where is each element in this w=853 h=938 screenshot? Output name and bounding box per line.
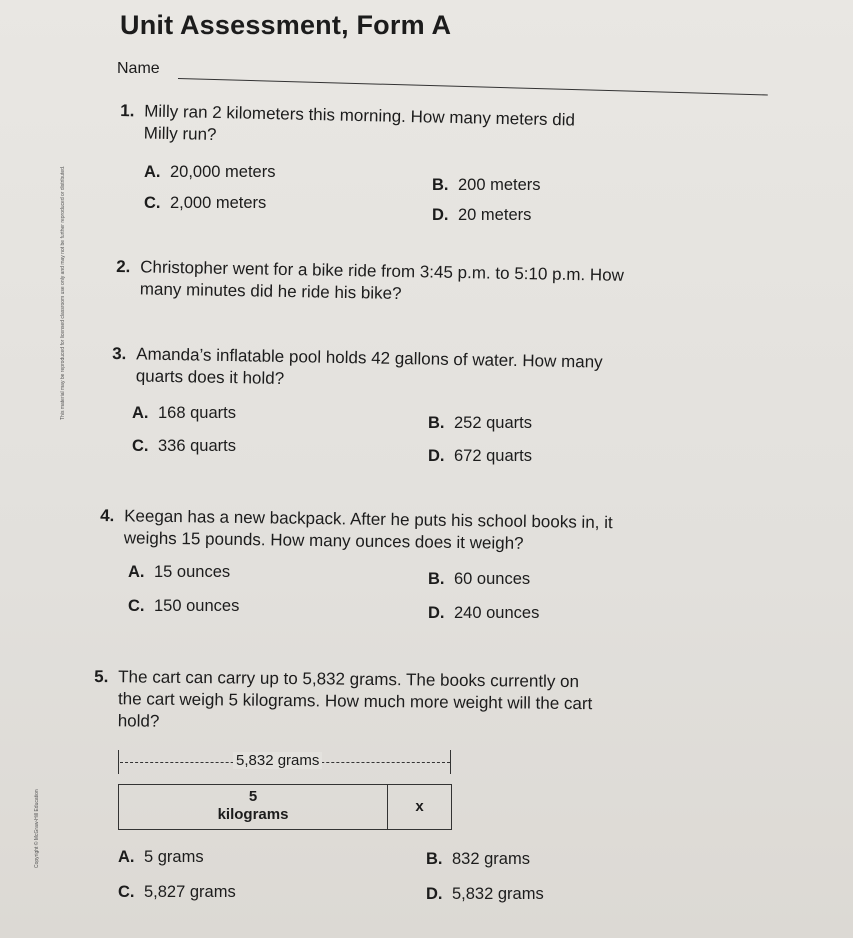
copyright-note-top: This material may be reproduced for licensed classroom use only and may not be further reproduced or distributed. <box>60 165 66 420</box>
option-5b[interactable]: B. 832 grams <box>426 850 530 868</box>
option-1a[interactable]: A. 20,000 meters <box>144 163 276 181</box>
option-3c[interactable]: C. 336 quarts <box>132 437 236 455</box>
question-number: 3. <box>112 344 127 364</box>
bracket-left-tick <box>118 750 119 774</box>
question-3 <box>112 343 603 396</box>
question-5 <box>94 666 593 737</box>
option-1b[interactable]: B. 200 meters <box>432 176 541 194</box>
name-label: Name <box>117 60 160 77</box>
option-1c[interactable]: C. 2,000 meters <box>144 194 267 212</box>
question-number: 1. <box>120 101 135 121</box>
option-4a[interactable]: A. 15 ounces <box>128 563 231 581</box>
question-number: 5. <box>94 667 109 687</box>
total-label: 5,832 grams <box>233 752 322 769</box>
page-title: Unit Assessment, Form A <box>120 10 452 40</box>
question-text: The cart can carry up to 5,832 grams. The books currently on <box>118 667 580 692</box>
question-number: 4. <box>100 506 115 526</box>
question-number: 2. <box>116 257 131 277</box>
question-text: Amanda’s inflatable pool holds 42 gallons of water. How many <box>136 344 603 372</box>
option-3d[interactable]: D. 672 quarts <box>428 447 532 465</box>
bar-diagram <box>118 784 452 830</box>
bar-unknown-part: x <box>415 798 424 815</box>
question-text: Keegan has a new backpack. After he puts his school books in, it <box>124 506 613 533</box>
option-4d[interactable]: D. 240 ounces <box>428 604 540 622</box>
question-text: Milly run? <box>143 123 217 145</box>
bracket-right-tick <box>450 750 451 774</box>
question-text: Christopher went for a bike ride from 3:45 p.m. to 5:10 p.m. How <box>140 257 625 285</box>
option-5a[interactable]: A. 5 grams <box>118 848 204 866</box>
question-text: the cart weigh 5 kilograms. How much more weight will the cart <box>117 689 593 714</box>
question-text: many minutes did he ride his bike? <box>139 279 402 303</box>
option-3b[interactable]: B. 252 quarts <box>428 414 532 432</box>
copyright-note-bottom: Copyright © McGraw-Hill Education <box>34 789 40 868</box>
option-1d[interactable]: D. 20 meters <box>432 206 532 224</box>
question-text: Milly ran 2 kilometers this morning. How many meters did <box>144 101 576 130</box>
bar-known-part: 5 kilograms <box>119 785 388 829</box>
question-4 <box>100 505 613 556</box>
question-text: quarts does it hold? <box>135 366 285 389</box>
option-5d[interactable]: D. 5,832 grams <box>426 885 544 903</box>
bar-diagram-total <box>118 748 454 776</box>
option-4c[interactable]: C. 150 ounces <box>128 597 240 615</box>
question-text: hold? <box>117 711 160 731</box>
question-text: weighs 15 pounds. How many ounces does it weigh? <box>123 528 524 553</box>
question-1 <box>120 100 576 154</box>
question-2 <box>116 256 624 309</box>
option-4b[interactable]: B. 60 ounces <box>428 570 531 588</box>
option-3a[interactable]: A. 168 quarts <box>132 404 236 422</box>
name-field-line[interactable] <box>178 78 768 95</box>
option-5c[interactable]: C. 5,827 grams <box>118 883 236 901</box>
